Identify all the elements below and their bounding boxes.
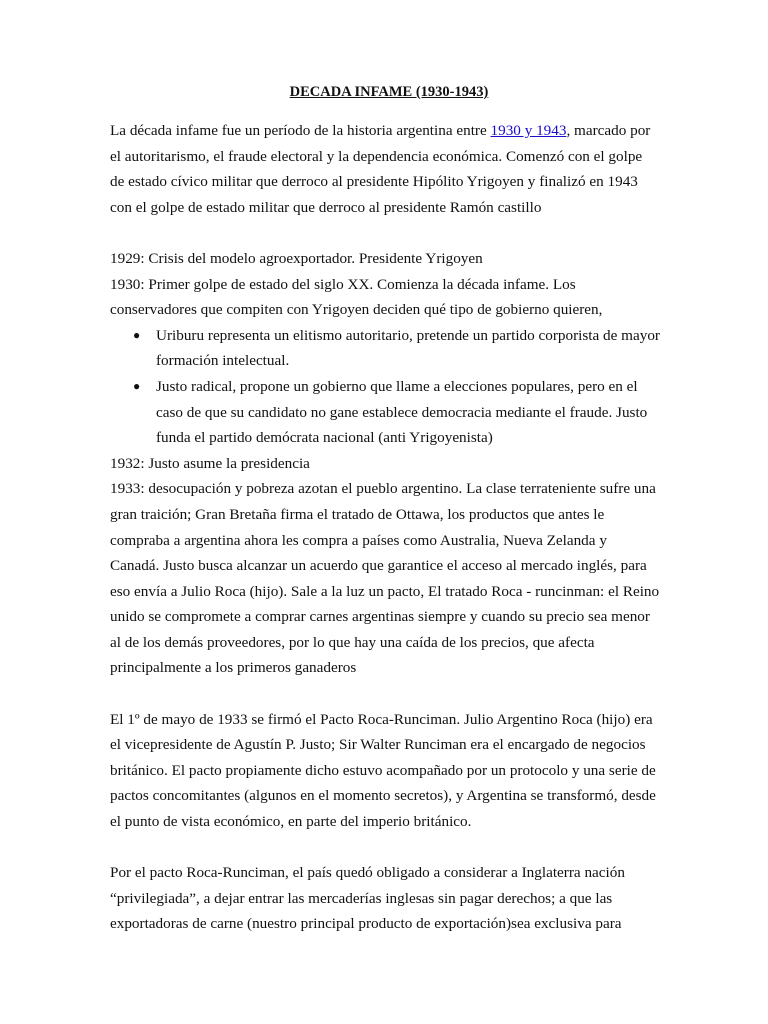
list-item-text: Uriburu representa un elitismo autoritario, pretende un partido corporista de mayor formación intelectual. <box>156 326 660 370</box>
timeline-entry-1930: 1930: Primer golpe de estado del siglo XX. Comienza la década infame. Los conservadores que compiten con Yrigoyen deciden qué tipo de gobierno quieren, <box>110 275 603 319</box>
pacto-paragraph: El 1º de mayo de 1933 se firmó el Pacto Roca-Runciman. Julio Argentino Roca (hijo) era el vicepresidente de Agustín P. Justo; Sir Walter Runciman era el encargado de negocios británico. El pacto propiamente dicho estuvo acompañado por un protocolo y una serie de pactos concomitantes (algunos en el momento secretos), y Argentina se transformó, desde el punto de vista económico, en parte del imperio británico. <box>110 710 656 831</box>
paragraph-spacer <box>110 835 660 861</box>
timeline-entry-1929: 1929: Crisis del modelo agroexportador. Presidente Yrigoyen <box>110 249 483 267</box>
paragraph-spacer <box>110 681 660 707</box>
candidates-list <box>110 323 660 451</box>
list-item <box>110 323 660 374</box>
paragraph-spacer <box>110 220 660 246</box>
bullet-icon: ● <box>133 327 141 342</box>
document-page <box>110 82 660 937</box>
list-item <box>110 374 660 451</box>
timeline-entry-1933: 1933: desocupación y pobreza azotan el pueblo argentino. La clase terrateniente sufre una gran traición; Gran Bretaña firma el tratado de Ottawa, los productos que antes le compraba a argentina ahora les compra a países como Australia, Nueva Zelanda y Canadá. Justo busca alcanzar un acuerdo que garantice el acceso al mercado inglés, para eso envía a Julio Roca (hijo). Sale a la luz un pacto, El tratado Roca - runcinman: el Reino unido se compromete a comprar carnes argentinas siempre y cuando su precio sea menor al de los demás proveedores, por lo que hay una caída de los precios, que afecta principalmente a los primeros ganaderos <box>110 480 660 677</box>
date-range-link[interactable]: 1930 y 1943 <box>490 122 567 139</box>
intro-text-after-link: , marcado por el autoritarismo, el fraude electoral y la dependencia económica. Comenzó con el golpe de estado cívico militar que derroco al presidente Hipólito Yrigoyen y finalizó en 1943 con el golpe de estado militar que derroco al presidente Ramón castillo <box>110 122 651 216</box>
timeline-entry-1932: 1932: Justo asume la presidencia <box>110 454 310 472</box>
intro-paragraph <box>110 118 660 220</box>
list-item-text: Justo radical, propone un gobierno que llame a elecciones populares, pero en el caso de que su candidato no gane establece democracia mediante el fraude. Justo funda el partido demócrata nacional (anti Yrigoyenista) <box>156 377 648 447</box>
intro-text-before-link: La década infame fue un período de la historia argentina entre <box>110 122 491 139</box>
consecuencias-paragraph: Por el pacto Roca-Runciman, el país quedó obligado a considerar a Inglaterra nación “privilegiada”, a dejar entrar las mercaderías inglesas sin pagar derechos; a que las exportadoras de carne (nuestro principal producto de exportación)sea exclusiva para <box>110 864 625 933</box>
document-title: DECADA INFAME (1930-1943) <box>289 84 489 100</box>
bullet-icon: ● <box>133 378 141 393</box>
